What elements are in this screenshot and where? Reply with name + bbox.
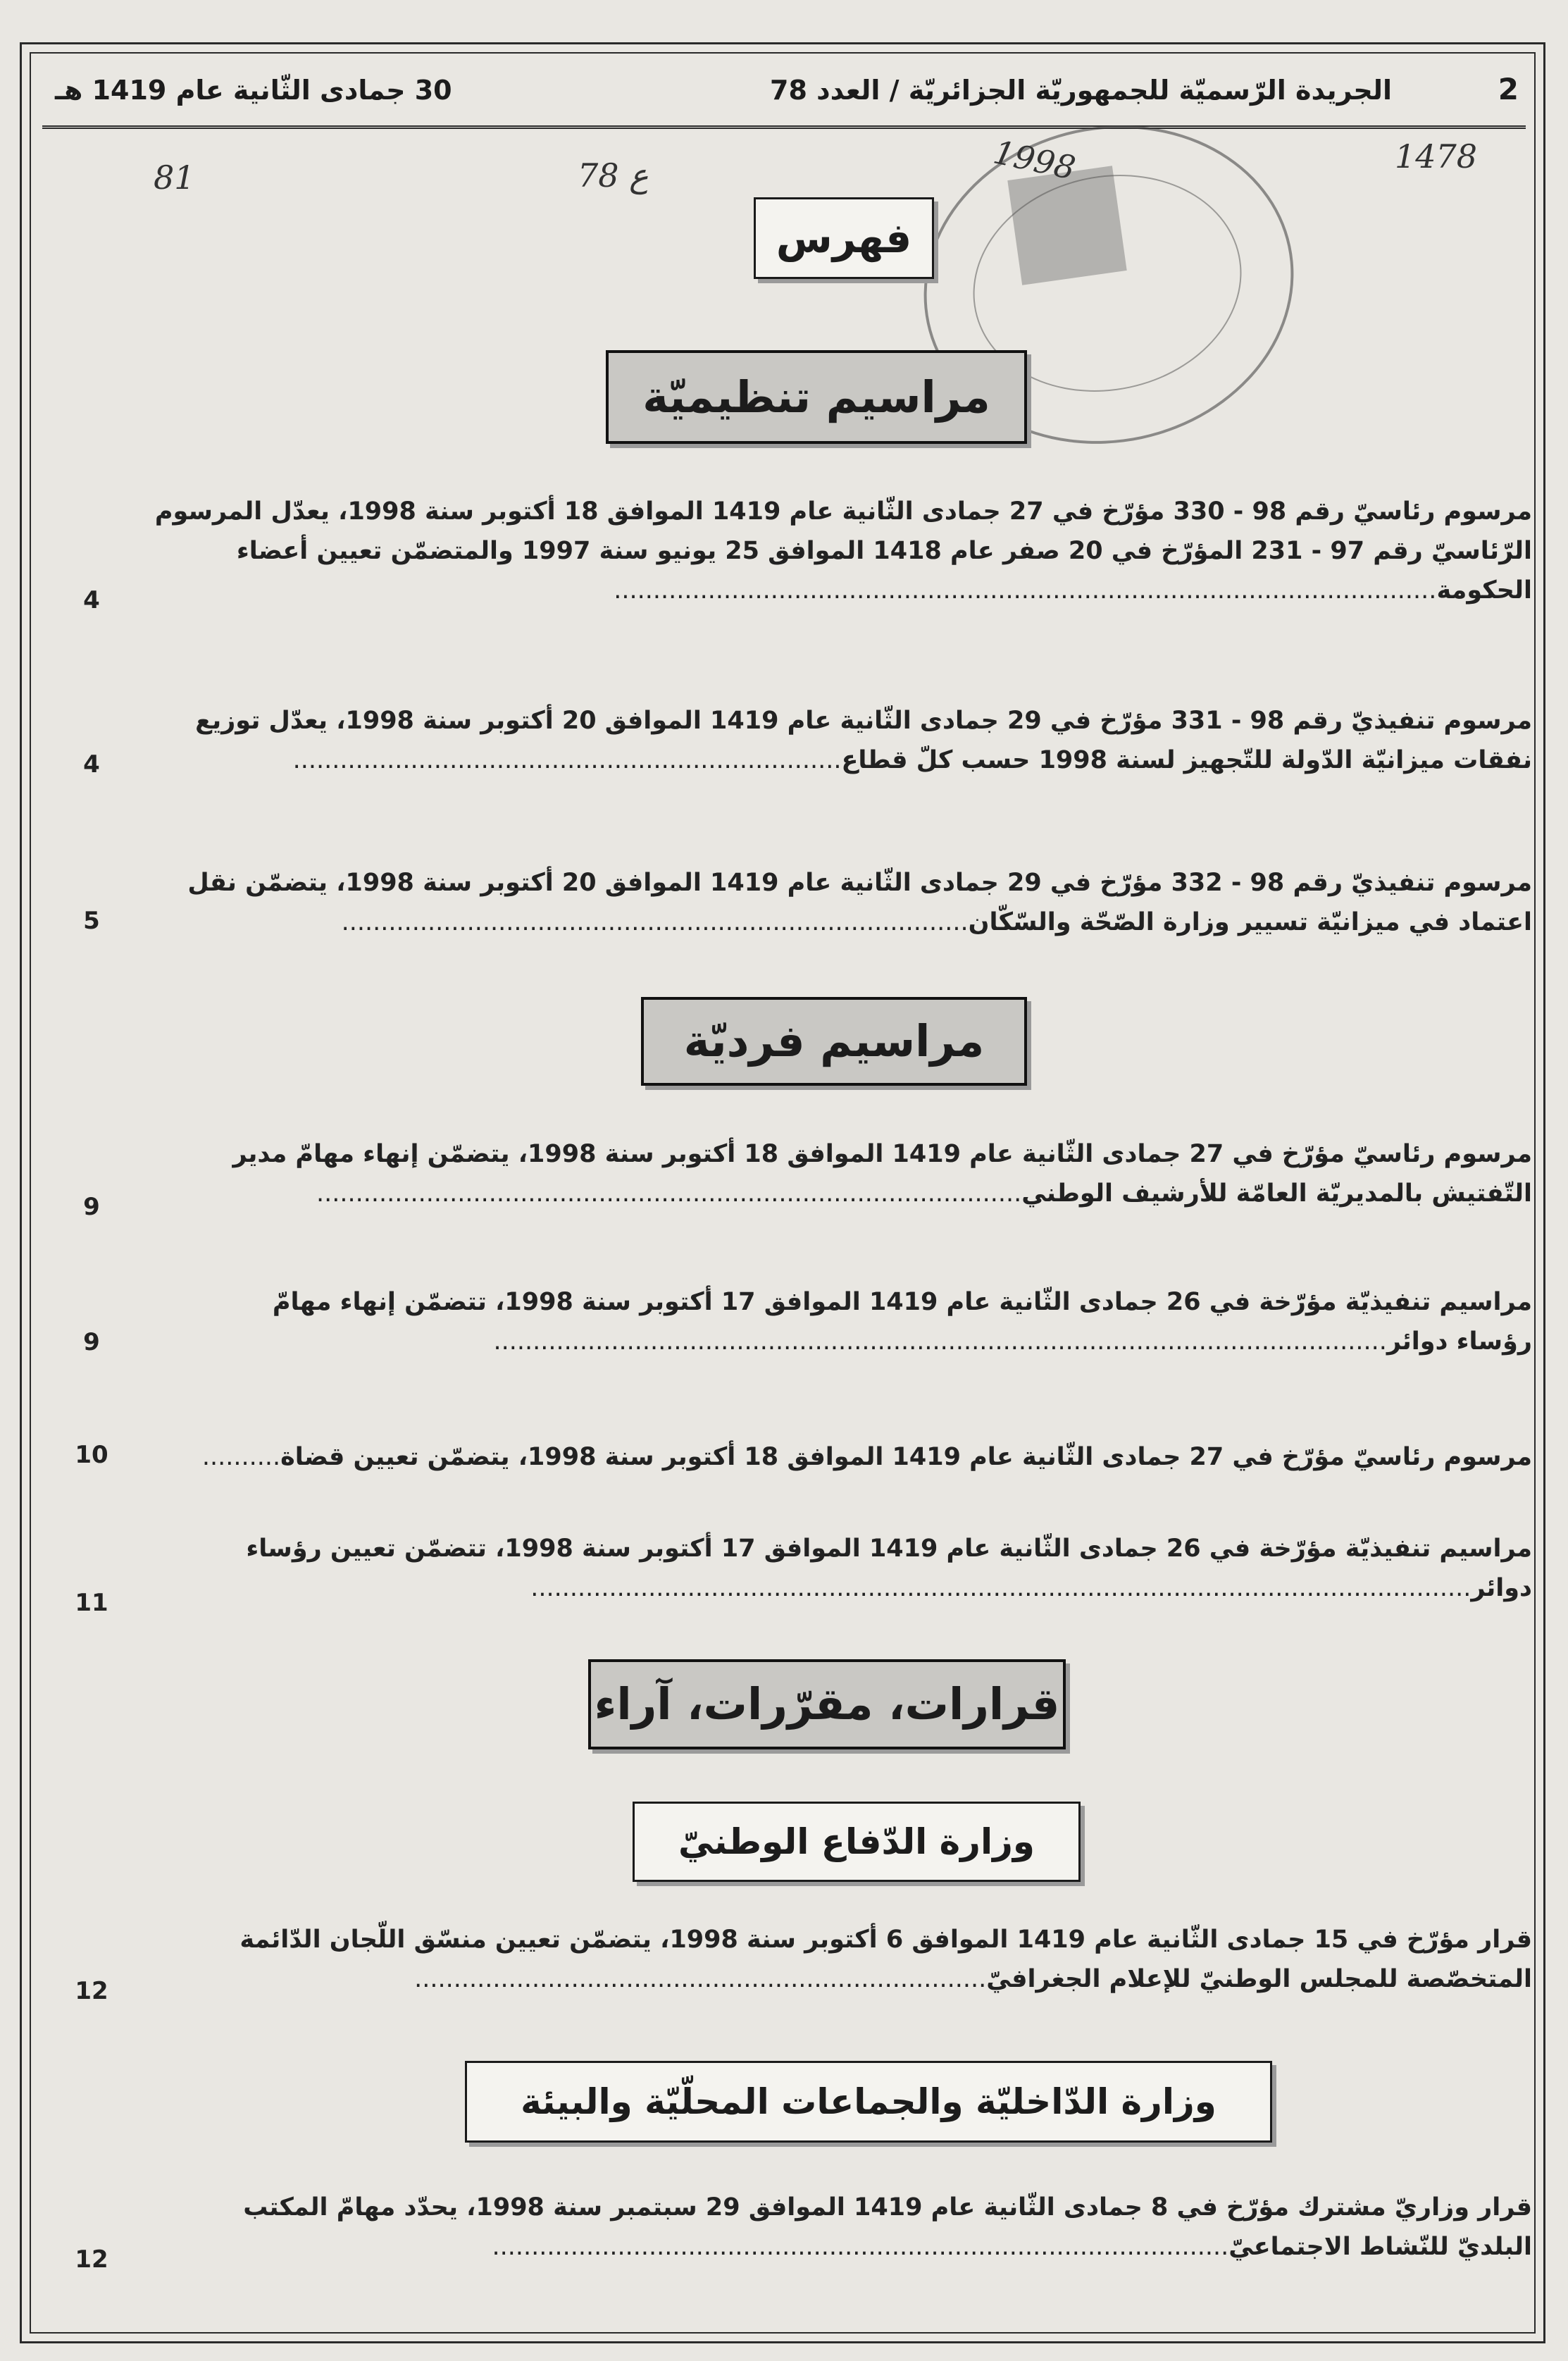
leader-dots: .........................................................................................................: [614, 576, 1437, 605]
entry-line: اعتماد في ميزانيّة تسيير وزارة الصّحّة والسّكّان: [968, 908, 1532, 936]
index-title-box: [754, 197, 934, 279]
defense-ministry-title: وزارة الدّفاع الوطنيّ: [678, 1821, 1035, 1862]
entry-line: مرسوم تنفيذيّ رقم 98 - 331 مؤرّخ في 29 جمادى الثّانية عام 1419 الموافق 20 أكتوبر سنة 1998، يعدّل توزيع: [195, 707, 1532, 735]
defense-ministry-box: [633, 1802, 1081, 1882]
entry-line: التّفتيش بالمديريّة العامّة للأرشيف الوطني: [1021, 1179, 1532, 1208]
entry-page-number: 5: [83, 907, 100, 935]
handwritten-year: 1998: [990, 132, 1079, 187]
gazette-title: الجريدة الرّسميّة للجمهوريّة الجزائريّة / العدد 78: [770, 75, 1392, 106]
toc-entry: [155, 701, 1532, 780]
leader-dots: ..........................................................................................: [316, 1179, 1022, 1208]
toc-entry: [155, 1437, 1532, 1477]
entry-line: رؤساء دوائر: [1386, 1327, 1532, 1356]
entry-page-number: 4: [83, 586, 100, 614]
entry-page-number: 9: [83, 1328, 100, 1356]
index-title: فهرس: [776, 214, 912, 262]
individual-decrees-title: مراسيم فرديّة: [683, 1015, 985, 1067]
interior-ministry-title: وزارة الدّاخليّة والجماعات المحلّيّة والبيئة: [521, 2081, 1217, 2122]
entry-page-number: 10: [75, 1441, 108, 1469]
toc-entry: [155, 1529, 1532, 1608]
entry-line: مرسوم رئاسيّ رقم 98 - 330 مؤرّخ في 27 جمادى الثّانية عام 1419 الموافق 18 أكتوبر سنة 1998، يعدّل المرسوم: [155, 497, 1532, 526]
decisions-title: قرارات، مقرّرات، آراء: [594, 1678, 1060, 1730]
entry-line: مرسوم رئاسيّ مؤرّخ في 27 جمادى الثّانية عام 1419 الموافق 18 أكتوبر سنة 1998، يتضمّن تعيين قضاة: [280, 1443, 1532, 1471]
individual-decrees-box: [641, 997, 1027, 1086]
entry-page-number: 12: [75, 2245, 108, 2274]
interior-ministry-box: [465, 2061, 1272, 2143]
leader-dots: ................................................................................: [341, 908, 969, 936]
regulatory-decrees-box: [606, 350, 1027, 444]
regulatory-decrees-title: مراسيم تنظيميّة: [642, 371, 990, 423]
header-date: 30 جمادى الثّانية عام 1419 هـ: [55, 75, 452, 106]
leader-dots: ..............................................................................................: [492, 2233, 1229, 2261]
entry-line: قرار مؤرّخ في 15 جمادى الثّانية عام 1419 الموافق 6 أكتوبر سنة 1998، يتضمّن تعيين منسّق اللّجان الدّائمة: [239, 1926, 1532, 1954]
handwritten-code: 81: [154, 159, 195, 197]
toc-entry: [155, 492, 1532, 610]
entry-line: مراسيم تنفيذيّة مؤرّخة في 26 جمادى الثّانية عام 1419 الموافق 17 أكتوبر سنة 1998، تتضمّن إنهاء مهامّ: [272, 1288, 1532, 1316]
entry-line: نفقات ميزانيّة الدّولة للتّجهيز لسنة 1998 حسب كلّ قطاع: [841, 746, 1532, 774]
entry-line: المتخصّصة للمجلس الوطنيّ للإعلام الجغرافيّ: [986, 1965, 1532, 1993]
entry-line: مرسوم رئاسيّ مؤرّخ في 27 جمادى الثّانية عام 1419 الموافق 18 أكتوبر سنة 1998، يتضمّن إنهاء مهامّ مدير: [232, 1140, 1532, 1168]
page-number: 2: [1498, 72, 1519, 106]
entry-page-number: 12: [75, 1977, 108, 2005]
entry-line: مرسوم تنفيذيّ رقم 98 - 332 مؤرّخ في 29 جمادى الثّانية عام 1419 الموافق 20 أكتوبر سنة 1998، يتضمّن نقل: [187, 869, 1532, 897]
toc-entry: [155, 1282, 1532, 1361]
entry-page-number: 11: [75, 1589, 108, 1617]
entry-page-number: 9: [83, 1193, 100, 1221]
leader-dots: .........................................................................: [414, 1965, 987, 1993]
toc-entry: [155, 863, 1532, 942]
entry-line: الرّئاسيّ رقم 97 - 231 المؤرّخ في 20 صفر عام 1418 الموافق 25 يونيو سنة 1997 والمتضمّن تعيين أعضاء: [236, 537, 1532, 565]
entry-line: دوائر: [1471, 1574, 1532, 1602]
entry-page-number: 4: [83, 750, 100, 779]
leader-dots: ..................................................................................................................: [493, 1327, 1387, 1356]
handwritten-issue-mark: 78 ع: [578, 156, 649, 194]
leader-dots: ..........: [201, 1443, 281, 1471]
entry-line: مراسيم تنفيذيّة مؤرّخة في 26 جمادى الثّانية عام 1419 الموافق 17 أكتوبر سنة 1998، تتضمّن تعيين رؤساء: [246, 1535, 1532, 1563]
toc-entry: [155, 1920, 1532, 1999]
toc-entry: [155, 2188, 1532, 2267]
entry-line: الحكومة: [1436, 576, 1532, 605]
handwritten-ref: 1478: [1395, 137, 1478, 175]
decisions-box: [588, 1659, 1066, 1749]
leader-dots: ........................................................................................................................: [530, 1574, 1471, 1602]
leader-dots: ......................................................................: [292, 746, 842, 774]
toc-entry: [155, 1134, 1532, 1213]
entry-line: قرار وزاريّ مشترك مؤرّخ في 8 جمادى الثّانية عام 1419 الموافق 29 سبتمبر سنة 1998، يحدّد مهامّ المكتب: [243, 2193, 1532, 2221]
entry-line: البلديّ للنّشاط الاجتماعيّ: [1228, 2233, 1532, 2261]
page-header: [42, 62, 1526, 129]
